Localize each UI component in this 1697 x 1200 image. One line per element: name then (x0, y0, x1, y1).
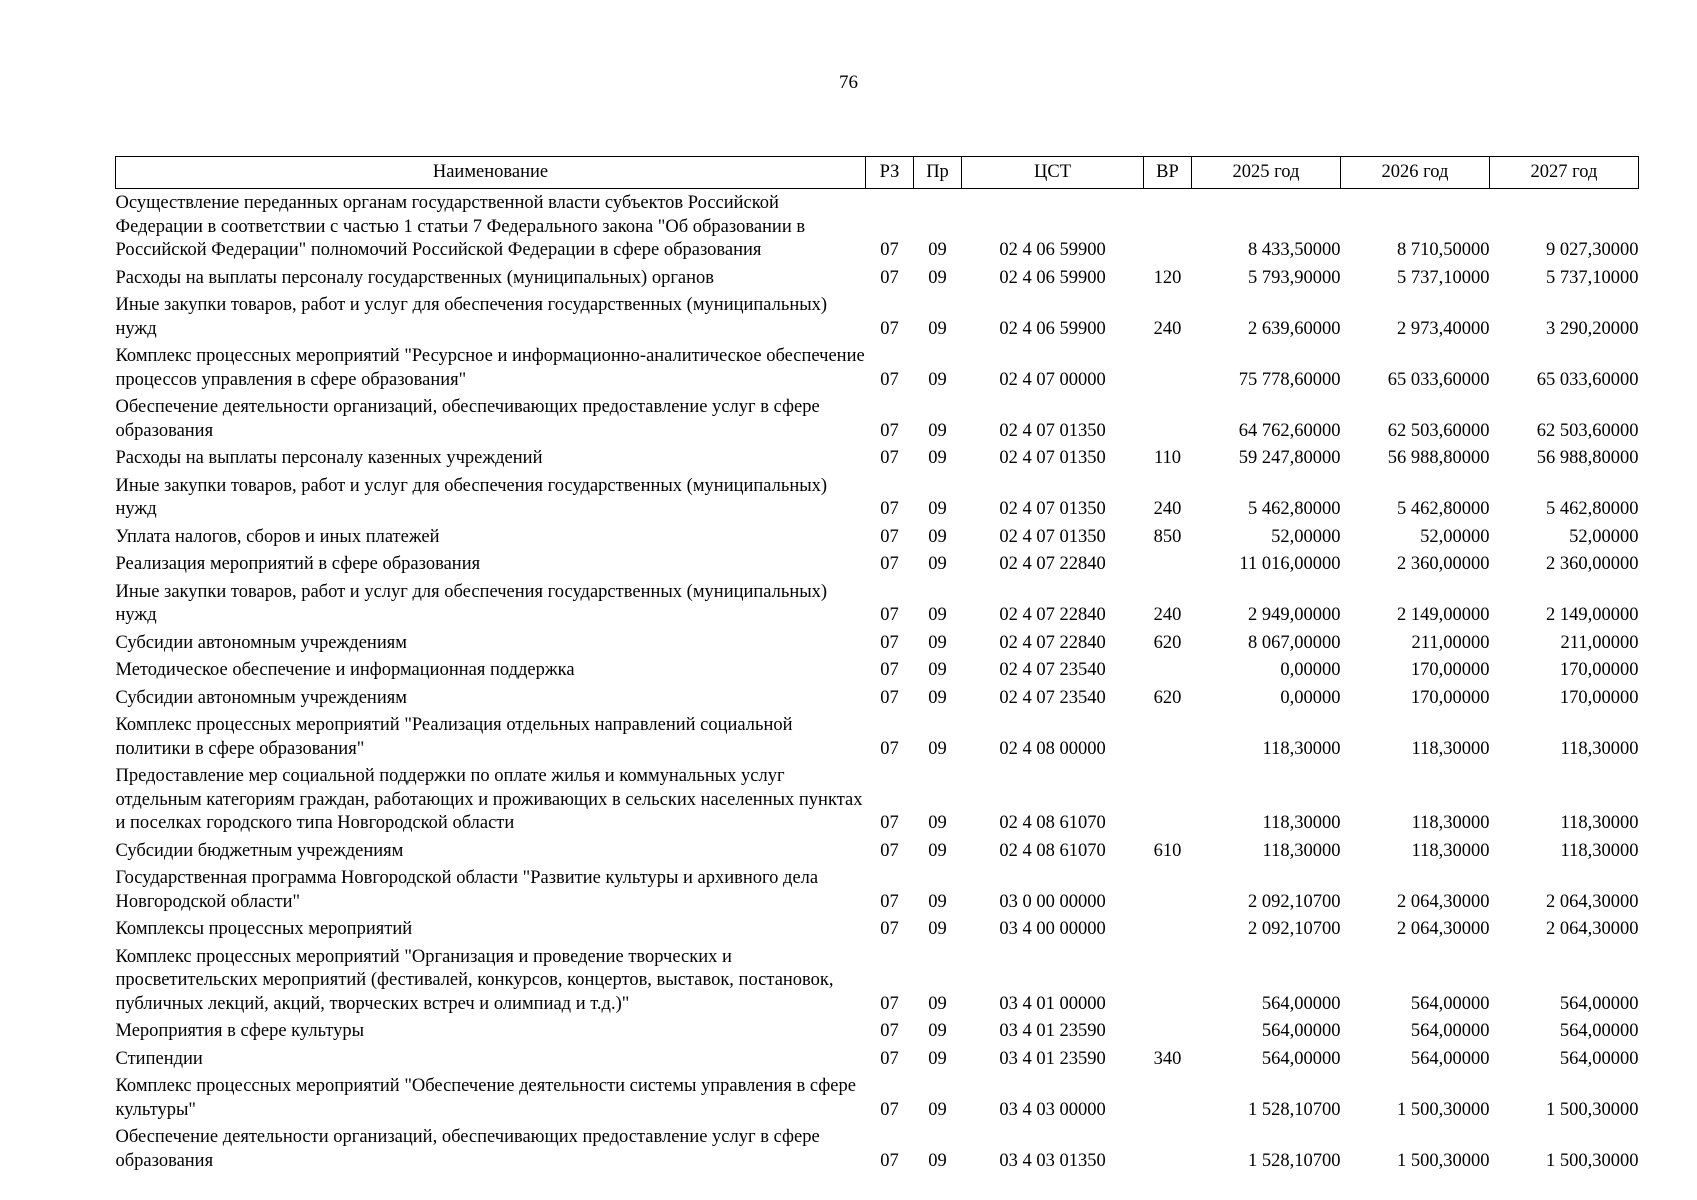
row-amount-2027: 3 290,20000 (1546, 318, 1639, 339)
header-pr: Пр (914, 157, 962, 189)
header-name: Наименование (116, 157, 866, 189)
header-cst: ЦСТ (962, 157, 1144, 189)
row-amount-2026: 56 988,80000 (1387, 448, 1490, 468)
row-pr: 09 (928, 632, 947, 653)
row-amount-2025: 59 247,80000 (1238, 448, 1341, 468)
header-2027: 2027 год (1490, 157, 1639, 189)
table-row (116, 629, 1639, 657)
row-amount-2027: 52,00000 (1569, 526, 1639, 547)
row-amount-2027: 564,00000 (1559, 1021, 1639, 1041)
row-cst: 03 4 01 00000 (999, 993, 1106, 1014)
table-row (116, 837, 1639, 865)
row-amount-2027: 1 500,30000 (1546, 1150, 1639, 1171)
table-row (116, 472, 1639, 523)
row-rz: 07 (880, 891, 899, 912)
table-row (116, 943, 1639, 1018)
row-amount-2026: 2 360,00000 (1397, 554, 1490, 574)
row-amount-2027: 564,00000 (1559, 993, 1639, 1014)
row-name: Расходы на выплаты персоналу казенных учреждений (115, 448, 543, 468)
row-vr (1144, 1123, 1192, 1174)
row-vr (1144, 1072, 1192, 1123)
row-amount-2026: 118,30000 (1411, 840, 1490, 861)
row-name: Субсидии автономным учреждениям (115, 632, 407, 653)
row-pr: 09 (928, 369, 947, 390)
row-amount-2027: 56 988,80000 (1536, 448, 1639, 468)
table-body (116, 189, 1639, 1175)
row-cst: 03 4 01 23590 (999, 1021, 1106, 1041)
row-amount-2027: 65 033,60000 (1536, 369, 1639, 390)
row-name: Осуществление переданных органам государственной власти субъектов Российской Федерации в соответствии с частью 1 статьи 7 Федерального закона "Об образовании в Российской Федерации" полномочий Российской Федерации в сфере образования (115, 193, 806, 260)
table-row (116, 393, 1639, 444)
row-cst: 02 4 07 00000 (999, 369, 1106, 390)
row-name: Методическое обеспечение и информационная поддержка (115, 660, 575, 680)
row-rz: 07 (880, 369, 899, 390)
row-vr (1144, 393, 1192, 444)
row-vr (1144, 762, 1192, 837)
row-cst: 02 4 07 22840 (999, 632, 1106, 653)
row-amount-2025: 75 778,60000 (1238, 369, 1341, 390)
row-amount-2025: 52,00000 (1271, 526, 1341, 547)
table-row (116, 1123, 1639, 1174)
row-cst: 02 4 07 23540 (999, 660, 1106, 680)
row-vr (1144, 189, 1192, 264)
row-pr: 09 (928, 660, 947, 680)
table-row (116, 444, 1639, 472)
row-amount-2026: 170,00000 (1410, 660, 1490, 680)
row-amount-2025: 0,00000 (1280, 660, 1341, 680)
row-vr: 850 (1153, 526, 1182, 547)
row-amount-2026: 564,00000 (1410, 1048, 1490, 1069)
row-pr: 09 (928, 1099, 947, 1120)
row-amount-2025: 2 639,60000 (1248, 318, 1341, 339)
row-name: Обеспечение деятельности организаций, обеспечивающих предоставление услуг в сфере образования (115, 1127, 820, 1171)
row-name: Комплекс процессных мероприятий "Ресурсное и информационно-аналитическое обеспечение процессов управления в сфере образования" (115, 346, 865, 390)
row-amount-2025: 8 433,50000 (1248, 240, 1341, 260)
row-vr: 620 (1153, 687, 1182, 708)
table-row (116, 1072, 1639, 1123)
row-amount-2025: 118,30000 (1262, 738, 1341, 759)
row-rz: 07 (880, 240, 899, 260)
row-amount-2026: 62 503,60000 (1387, 420, 1490, 441)
table-row (116, 578, 1639, 629)
row-rz: 07 (880, 993, 899, 1014)
table-row (116, 342, 1639, 393)
row-pr: 09 (928, 240, 947, 260)
row-rz: 07 (880, 1150, 899, 1171)
row-name: Расходы на выплаты персоналу государственных (муниципальных) органов (115, 267, 715, 288)
table-row (116, 1017, 1639, 1045)
row-amount-2025: 5 462,80000 (1248, 499, 1341, 519)
row-name: Уплата налогов, сборов и иных платежей (115, 526, 440, 547)
row-vr: 240 (1153, 499, 1182, 519)
row-amount-2025: 64 762,60000 (1238, 420, 1341, 441)
row-amount-2025: 2 092,10700 (1248, 919, 1341, 939)
table-row (116, 762, 1639, 837)
row-rz: 07 (880, 687, 899, 708)
table-row (116, 864, 1639, 915)
table-row (116, 291, 1639, 342)
row-amount-2026: 8 710,50000 (1397, 240, 1490, 260)
row-amount-2025: 2 092,10700 (1248, 891, 1341, 912)
row-amount-2025: 2 949,00000 (1248, 605, 1341, 625)
row-amount-2025: 1 528,10700 (1248, 1099, 1341, 1120)
table-row (116, 264, 1639, 292)
row-cst: 02 4 07 22840 (999, 605, 1106, 625)
row-name: Комплекс процессных мероприятий "Реализация отдельных направлений социальной политики в сфере образования" (115, 715, 793, 759)
table-row (116, 711, 1639, 762)
row-name: Комплексы процессных мероприятий (115, 919, 413, 939)
row-pr: 09 (928, 448, 947, 468)
row-amount-2026: 1 500,30000 (1397, 1150, 1490, 1171)
row-amount-2025: 564,00000 (1261, 1021, 1341, 1041)
row-amount-2027: 62 503,60000 (1536, 420, 1639, 441)
row-name: Предоставление мер социальной поддержки по оплате жилья и коммунальных услуг отдельным категориям граждан, работающих и проживающих в сельских населенных пунктах и поселках городского типа Новгородской области (115, 766, 863, 833)
table-header (116, 157, 1639, 189)
row-amount-2027: 2 064,30000 (1546, 891, 1639, 912)
row-rz: 07 (880, 420, 899, 441)
row-rz: 07 (880, 813, 899, 833)
row-amount-2027: 118,30000 (1560, 813, 1639, 833)
row-pr: 09 (928, 813, 947, 833)
row-pr: 09 (928, 420, 947, 441)
row-pr: 09 (928, 1150, 947, 1171)
row-rz: 07 (880, 499, 899, 519)
row-amount-2026: 170,00000 (1410, 687, 1490, 708)
row-vr: 110 (1153, 448, 1182, 468)
row-amount-2025: 11 016,00000 (1239, 554, 1341, 574)
row-vr (1144, 1017, 1192, 1045)
row-name: Комплекс процессных мероприятий "Организация и проведение творческих и просветительских мероприятий (фестивалей, конкурсов, концертов, выставок, постановок, публичных лекций, акций, творческих встреч и олимпиад и т.д.)" (115, 946, 834, 1014)
row-rz: 07 (880, 1048, 899, 1069)
row-amount-2027: 118,30000 (1560, 738, 1639, 759)
row-cst: 02 4 07 01350 (999, 420, 1106, 441)
row-amount-2025: 118,30000 (1262, 813, 1341, 833)
row-vr (1144, 711, 1192, 762)
row-pr: 09 (928, 526, 947, 547)
row-amount-2027: 2 360,00000 (1546, 554, 1639, 574)
row-pr: 09 (928, 840, 947, 861)
row-vr (1144, 864, 1192, 915)
row-rz: 07 (880, 840, 899, 861)
row-amount-2026: 2 973,40000 (1397, 318, 1490, 339)
row-cst: 02 4 06 59900 (999, 318, 1106, 339)
header-2026: 2026 год (1341, 157, 1490, 189)
row-vr (1144, 550, 1192, 578)
table-row (116, 684, 1639, 712)
row-amount-2026: 5 462,80000 (1397, 499, 1490, 519)
row-name: Мероприятия в сфере культуры (115, 1021, 365, 1041)
row-amount-2027: 170,00000 (1559, 687, 1639, 708)
row-rz: 07 (880, 605, 899, 625)
row-amount-2027: 2 149,00000 (1546, 605, 1639, 625)
row-amount-2025: 564,00000 (1261, 1048, 1341, 1069)
row-vr: 120 (1153, 267, 1182, 288)
row-name: Иные закупки товаров, работ и услуг для обеспечения государственных (муниципальных) нужд (115, 475, 828, 519)
header-vr: ВР (1144, 157, 1192, 189)
row-vr: 340 (1153, 1048, 1182, 1069)
row-name: Субсидии автономным учреждениям (115, 687, 407, 708)
row-rz: 07 (880, 738, 899, 759)
table-row (116, 550, 1639, 578)
row-amount-2026: 65 033,60000 (1387, 369, 1490, 390)
row-rz: 07 (880, 554, 899, 574)
row-cst: 03 4 03 01350 (999, 1150, 1106, 1171)
row-rz: 07 (880, 526, 899, 547)
row-amount-2027: 9 027,30000 (1546, 240, 1639, 260)
row-pr: 09 (928, 554, 947, 574)
budget-table (115, 156, 1639, 1174)
row-pr: 09 (928, 687, 947, 708)
row-amount-2026: 2 149,00000 (1397, 605, 1490, 625)
row-amount-2025: 564,00000 (1261, 993, 1341, 1014)
row-pr: 09 (928, 499, 947, 519)
row-vr: 620 (1153, 632, 1182, 653)
row-pr: 09 (928, 738, 947, 759)
row-name: Иные закупки товаров, работ и услуг для обеспечения государственных (муниципальных) нужд (115, 581, 828, 625)
row-amount-2027: 118,30000 (1560, 840, 1639, 861)
row-vr (1144, 915, 1192, 943)
row-pr: 09 (928, 605, 947, 625)
row-name: Реализация мероприятий в сфере образования (115, 554, 481, 574)
row-name: Иные закупки товаров, работ и услуг для обеспечения государственных (муниципальных) нужд (115, 295, 828, 339)
row-rz: 07 (880, 267, 899, 288)
row-amount-2026: 5 737,10000 (1397, 267, 1490, 288)
row-pr: 09 (928, 267, 947, 288)
row-vr (1144, 656, 1192, 684)
row-amount-2027: 5 462,80000 (1546, 499, 1639, 519)
row-name: Стипендии (115, 1048, 203, 1069)
row-amount-2026: 1 500,30000 (1397, 1099, 1490, 1120)
row-rz: 07 (880, 448, 899, 468)
table-row (116, 915, 1639, 943)
row-amount-2026: 118,30000 (1411, 813, 1490, 833)
row-amount-2026: 2 064,30000 (1397, 919, 1490, 939)
row-name: Субсидии бюджетным учреждениям (115, 840, 404, 861)
row-vr (1144, 943, 1192, 1018)
row-cst: 03 4 01 23590 (999, 1048, 1106, 1069)
header-row (116, 157, 1639, 189)
row-rz: 07 (880, 318, 899, 339)
row-pr: 09 (928, 891, 947, 912)
row-amount-2025: 0,00000 (1280, 687, 1341, 708)
table-row (116, 656, 1639, 684)
row-amount-2027: 1 500,30000 (1546, 1099, 1639, 1120)
table-row (116, 1045, 1639, 1073)
row-amount-2025: 8 067,00000 (1248, 632, 1341, 653)
row-cst: 03 0 00 00000 (999, 891, 1106, 912)
row-cst: 02 4 08 61070 (999, 840, 1106, 861)
row-amount-2026: 118,30000 (1411, 738, 1490, 759)
row-cst: 02 4 08 00000 (999, 738, 1106, 759)
row-name: Обеспечение деятельности организаций, обеспечивающих предоставление услуг в сфере образования (115, 397, 820, 441)
row-name: Комплекс процессных мероприятий "Обеспечение деятельности системы управления в сфере культуры" (115, 1076, 856, 1120)
row-pr: 09 (928, 1021, 947, 1041)
row-amount-2026: 564,00000 (1410, 993, 1490, 1014)
row-amount-2026: 2 064,30000 (1397, 891, 1490, 912)
row-cst: 03 4 00 00000 (999, 919, 1106, 939)
row-name: Государственная программа Новгородской области "Развитие культуры и архивного дела Новгородской области" (115, 868, 819, 912)
row-amount-2026: 211,00000 (1411, 632, 1490, 653)
row-vr: 610 (1153, 840, 1182, 861)
row-amount-2026: 52,00000 (1420, 526, 1490, 547)
header-rz: РЗ (866, 157, 914, 189)
row-vr (1144, 342, 1192, 393)
row-rz: 07 (880, 1099, 899, 1120)
row-rz: 07 (880, 919, 899, 939)
row-amount-2027: 564,00000 (1559, 1048, 1639, 1069)
header-2025: 2025 год (1192, 157, 1341, 189)
row-cst: 02 4 07 01350 (999, 499, 1106, 519)
row-vr: 240 (1153, 318, 1182, 339)
row-amount-2026: 564,00000 (1410, 1021, 1490, 1041)
row-vr: 240 (1153, 605, 1182, 625)
row-cst: 02 4 08 61070 (999, 813, 1106, 833)
row-rz: 07 (880, 660, 899, 680)
row-amount-2025: 118,30000 (1262, 840, 1341, 861)
row-pr: 09 (928, 1048, 947, 1069)
row-cst: 02 4 07 01350 (999, 526, 1106, 547)
table-row (116, 523, 1639, 551)
row-pr: 09 (928, 318, 947, 339)
row-cst: 03 4 03 00000 (999, 1099, 1106, 1120)
row-pr: 09 (928, 993, 947, 1014)
table-row (116, 189, 1639, 264)
row-amount-2027: 2 064,30000 (1546, 919, 1639, 939)
row-rz: 07 (880, 1021, 899, 1041)
row-amount-2027: 170,00000 (1559, 660, 1639, 680)
row-cst: 02 4 07 23540 (999, 687, 1106, 708)
row-cst: 02 4 06 59900 (999, 267, 1106, 288)
row-amount-2025: 5 793,90000 (1248, 267, 1341, 288)
row-cst: 02 4 06 59900 (999, 240, 1106, 260)
row-cst: 02 4 07 01350 (999, 448, 1106, 468)
row-cst: 02 4 07 22840 (999, 554, 1106, 574)
page-number: 76 (839, 72, 858, 93)
row-rz: 07 (880, 632, 899, 653)
row-amount-2027: 211,00000 (1560, 632, 1639, 653)
row-amount-2027: 5 737,10000 (1546, 267, 1639, 288)
row-pr: 09 (928, 919, 947, 939)
row-amount-2025: 1 528,10700 (1248, 1150, 1341, 1171)
